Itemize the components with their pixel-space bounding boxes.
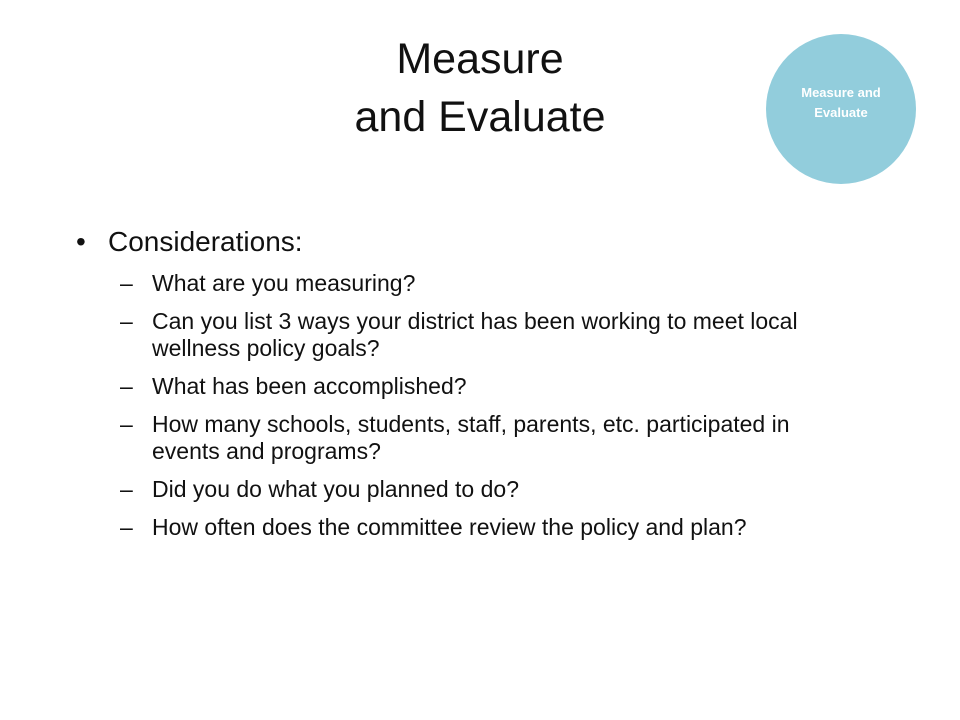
content-list (72, 222, 862, 552)
dash-icon: – (120, 373, 133, 399)
slide-title (240, 30, 720, 146)
section-badge-line-1: Measure and (801, 85, 881, 100)
sub-item-text: What has been accomplished? (152, 373, 467, 399)
dash-icon: – (120, 411, 133, 437)
sub-item (72, 308, 862, 362)
dash-icon: – (120, 308, 133, 334)
dash-icon: – (120, 514, 133, 540)
slide-title-line-2: and Evaluate (354, 93, 606, 141)
sub-item-text: How many schools, students, staff, parents, etc. participated in events and programs? (152, 411, 790, 464)
sub-item (72, 514, 862, 541)
sub-item-text: How often does the committee review the policy and plan? (152, 514, 747, 540)
dash-icon: – (120, 270, 133, 296)
bullet-icon: • (76, 226, 86, 257)
sub-item (72, 411, 862, 465)
dash-icon: – (120, 476, 133, 502)
section-badge-line-2: Evaluate (814, 105, 868, 120)
sub-item (72, 270, 862, 297)
sub-item-text: What are you measuring? (152, 270, 416, 296)
bullet-item-considerations (72, 222, 862, 262)
bullet-label: Considerations: (108, 226, 303, 257)
sub-item (72, 476, 862, 503)
slide-title-line-1: Measure (396, 35, 564, 83)
sub-item-text: Did you do what you planned to do? (152, 476, 519, 502)
section-badge-label (786, 83, 896, 123)
sub-item-text: Can you list 3 ways your district has been working to meet local wellness policy goals? (152, 308, 798, 361)
sub-list (72, 270, 862, 541)
section-badge (766, 34, 916, 184)
sub-item (72, 373, 862, 400)
